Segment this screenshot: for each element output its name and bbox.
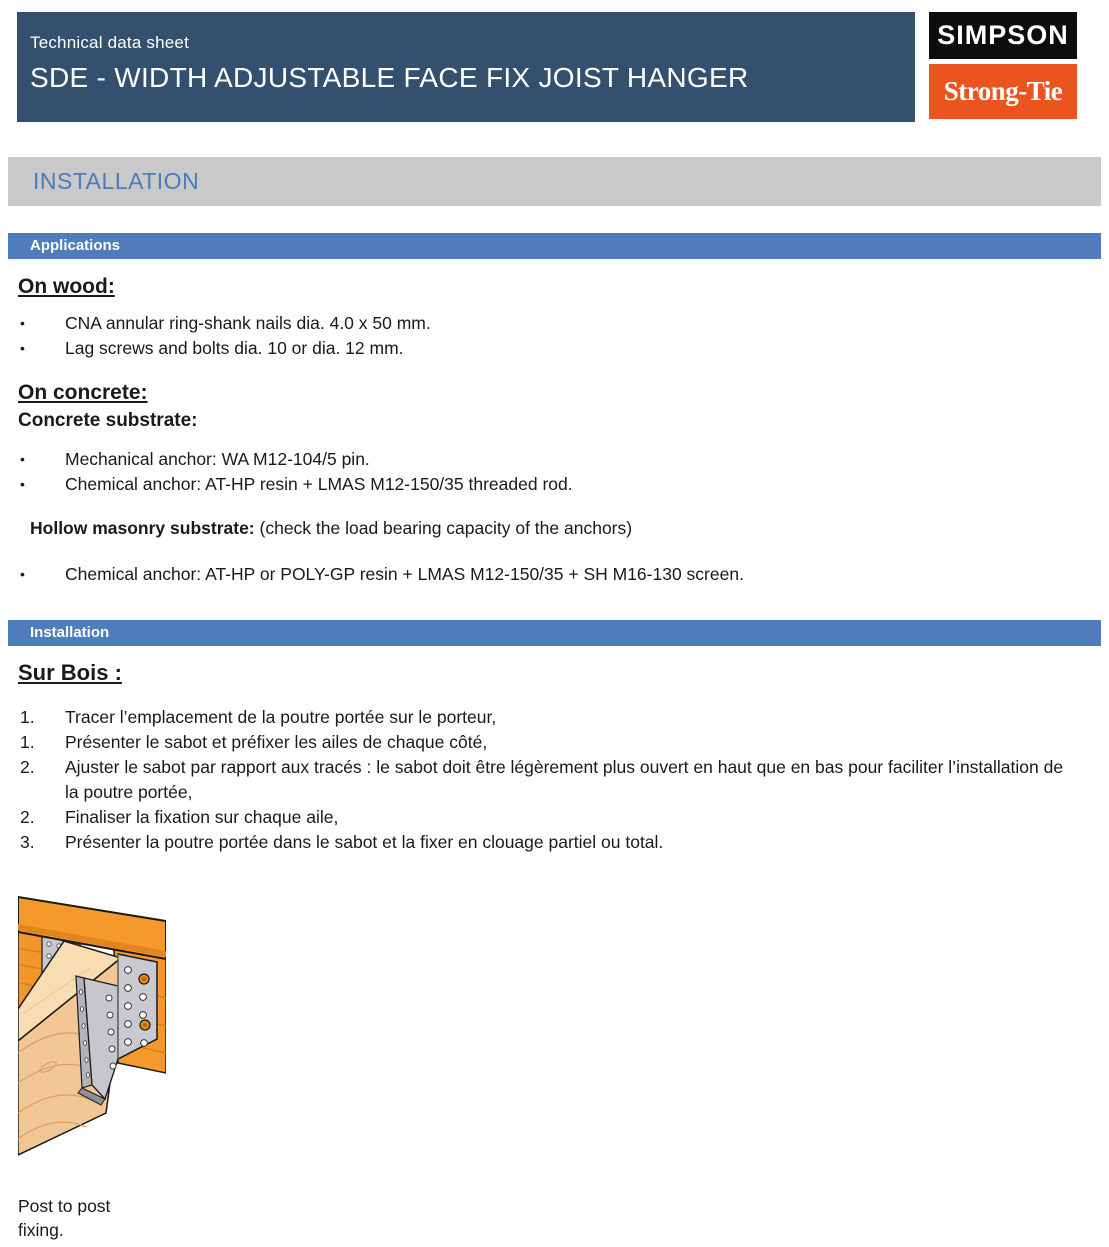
step-text: Finaliser la fixation sur chaque aile,: [65, 807, 339, 827]
section-banner-installation: INSTALLATION: [8, 157, 1101, 206]
on-wood-bullet-list: [18, 311, 1079, 361]
step-number: 1.: [20, 732, 35, 752]
step-item: [18, 730, 1079, 755]
on-wood-heading: On wood:: [18, 275, 115, 298]
list-item: • Mechanical anchor: WA M12-104/5 pin.: [18, 447, 1079, 472]
hollow-masonry-bullet-list: [18, 562, 1079, 587]
hollow-masonry-subheading: Hollow masonry substrate:: [30, 518, 255, 538]
hollow-masonry-line: [30, 518, 1079, 539]
list-item: • CNA annular ring-shank nails dia. 4.0 x 50 mm.: [18, 311, 1079, 336]
simpson-logo: SIMPSON: [929, 12, 1077, 59]
installation-bar: Installation: [8, 620, 1101, 646]
applications-section: [18, 275, 1079, 587]
step-text: Ajuster le sabot par rapport aux tracés : le sabot doit être légèrement plus ouvert en haut que en bas pour faciliter l’installation de la poutre portée,: [65, 757, 1064, 802]
step-item: [18, 830, 1079, 855]
figure-caption: Post to post fixing.: [18, 1196, 111, 1240]
list-item: • Lag screws and bolts dia. 10 or dia. 12 mm.: [18, 336, 1079, 361]
joist-hanger-drawing: [18, 891, 166, 1163]
list-item: • Chemical anchor: AT-HP resin + LMAS M12-150/35 threaded rod.: [18, 472, 1079, 497]
step-item: [18, 755, 1079, 805]
strongtie-logo: Strong-Tie: [929, 64, 1077, 119]
step-text: Tracer l’emplacement de la poutre portée sur le porteur,: [65, 707, 497, 727]
on-concrete-heading: On concrete:: [18, 381, 148, 404]
brand-logo: [929, 12, 1077, 122]
sur-bois-heading: Sur Bois :: [18, 660, 122, 685]
document-header: [17, 12, 1077, 122]
orange-bolt-icon: [139, 974, 149, 984]
page-title: SDE - WIDTH ADJUSTABLE FACE FIX JOIST HANGER: [30, 62, 749, 93]
title-banner: [17, 12, 915, 122]
on-concrete-bullet-list: [18, 447, 1079, 497]
orange-bolt-icon: [140, 1020, 150, 1030]
step-number: 3.: [20, 832, 35, 852]
step-item: [18, 705, 1079, 730]
step-number: 2.: [20, 757, 35, 777]
step-text: Présenter le sabot et préfixer les ailes de chaque côté,: [65, 732, 488, 752]
step-number: 2.: [20, 807, 35, 827]
concrete-substrate-subheading: Concrete substrate:: [18, 410, 198, 431]
applications-bar: Applications: [8, 233, 1101, 259]
step-number: 1.: [20, 707, 35, 727]
joist-hanger-illustration: [18, 891, 166, 1163]
installation-steps-list: [18, 705, 1079, 855]
installation-section: [18, 660, 1079, 1242]
step-item: [18, 805, 1079, 830]
list-item: • Chemical anchor: AT-HP or POLY-GP resin + LMAS M12-150/35 + SH M16-130 screen.: [18, 562, 1079, 587]
document-type-label: Technical data sheet: [30, 33, 189, 52]
hollow-masonry-note: (check the load bearing capacity of the anchors): [254, 518, 633, 538]
step-text: Présenter la poutre portée dans le sabot et la fixer en clouage partiel ou total.: [65, 832, 664, 852]
